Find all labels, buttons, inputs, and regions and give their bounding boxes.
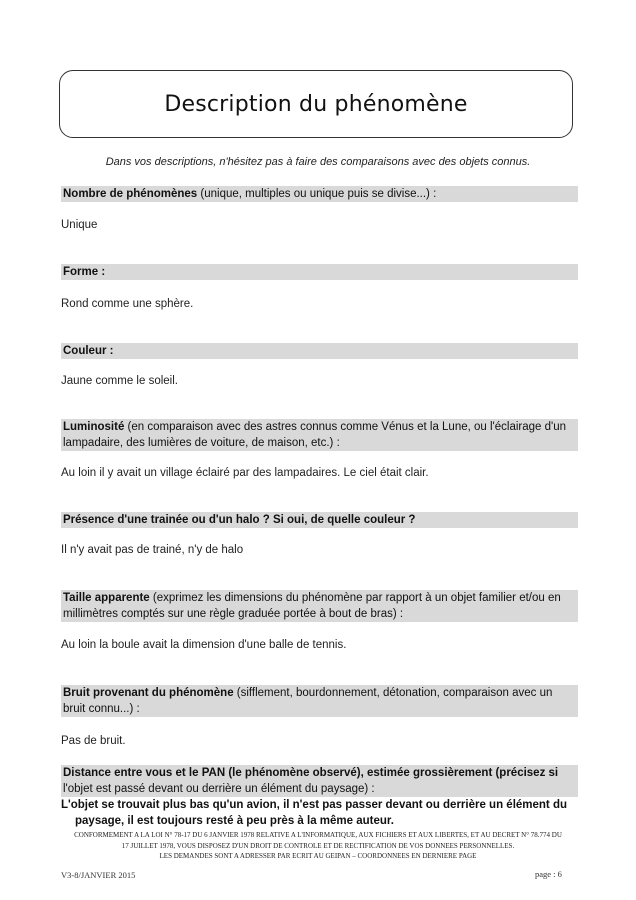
footer-page-number: page : 6 [535,869,562,879]
label-luminosite-rest-2: lampadaire, des lumières de voiture, de maison, etc.) : [63,437,340,449]
answer-couleur: Jaune comme le soleil. [61,375,178,387]
answer-distance [61,797,581,829]
label-forme-bold: Forme : [63,266,106,278]
label-distance [61,765,578,797]
label-distance-rest-2: l'objet est passé devant ou derrière un élément du paysage) : [63,783,375,795]
title-box [59,70,573,138]
label-luminosite-bold: Luminosité [63,421,125,433]
label-taille-bold: Taille apparente [63,592,150,604]
legal-line-3: LES DEMANDES SONT A ADRESSER PAR ECRIT AU GEIPAN – COORDONNEES EN DERNIERE PAGE [159,852,477,860]
answer-luminosite: Au loin il y avait un village éclairé par des lampadaires. Le ciel était clair. [61,467,429,479]
answer-trainee: Il n'y avait pas de trainé, n'y de halo [61,544,244,556]
answer-distance-2: paysage, il est toujours resté à peu près à la même auteur. [75,815,394,827]
label-couleur [61,343,578,359]
answer-nombre: Unique [61,219,98,231]
label-bruit-bold: Bruit provenant du phénomène [63,687,234,699]
answer-distance-1: L'objet se trouvait plus bas qu'un avion, il n'est pas passer devant ou derrière un élément du [61,799,568,811]
label-nombre-rest: (unique, multiples ou unique puis se divise...) : [197,188,437,200]
label-trainee-bold: Présence d'une trainée ou d'un halo ? Si oui, de quelle couleur ? [63,514,416,526]
label-taille-rest-1: (exprimez les dimensions du phénomène par rapport à un objet familier et/ou en [149,592,561,604]
label-taille [61,590,578,622]
label-couleur-bold: Couleur : [63,345,114,357]
page-title: Description du phénomène [164,91,468,117]
legal-notice [40,830,596,862]
label-nombre-bold: Nombre de phénomènes [63,188,198,200]
label-taille-rest-2: millimètres comptés sur une règle graduée portée à bout de bras) : [63,608,404,620]
label-nombre [61,186,578,202]
label-luminosite-rest-1: (en comparaison avec des astres connus comme Vénus et la Lune, ou l'éclairage d'un [124,421,566,433]
answer-forme: Rond comme une sphère. [61,298,194,310]
footer-version: V3-8/JANVIER 2015 [61,870,136,880]
label-trainee [61,512,578,528]
label-luminosite [61,419,578,451]
answer-taille: Au loin la boule avait la dimension d'une balle de tennis. [61,639,347,651]
label-bruit-rest-2: bruit connu...) : [63,703,140,715]
intro-text: Dans vos descriptions, n'hésitez pas à faire des comparaisons avec des objets connus. [105,156,531,168]
label-bruit [61,685,578,717]
label-bruit-rest-1: (sifflement, bourdonnement, détonation, comparaison avec un [233,687,553,699]
legal-line-1: CONFORMEMENT A LA LOI N° 78-17 DU 6 JANVIER 1978 RELATIVE A L'INFORMATIQUE, AUX FICHIERS ET AUX LIBERTES, ET AU DECRET N° 78.774 DU [74,831,562,839]
answer-bruit: Pas de bruit. [61,735,126,747]
label-distance-bold: Distance entre vous et le PAN (le phénomène observé), estimée grossièrement (précisez si [63,767,559,779]
legal-line-2: 17 JUILLET 1978, VOUS DISPOSEZ D'UN DROIT DE CONTROLE ET DE RECTIFICATION DE VOS DONNEES PERSONNELLES. [121,841,515,850]
label-forme [61,264,578,280]
